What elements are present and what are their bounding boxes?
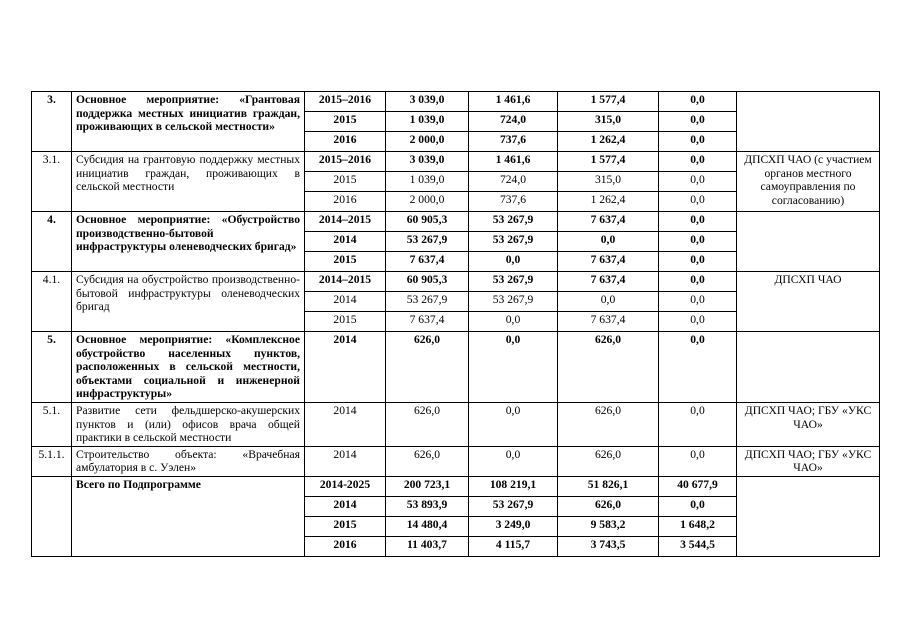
item-number: 5.1.1.: [32, 446, 72, 476]
source-3-cell: 0,0: [659, 496, 737, 516]
total-cell: 7 637,4: [386, 252, 469, 272]
source-1-cell: 724,0: [469, 172, 558, 192]
source-2-cell: 626,0: [558, 446, 659, 476]
source-3-cell: 0,0: [659, 402, 737, 446]
source-1-cell: 0,0: [469, 252, 558, 272]
item-name: Основное мероприятие: «Комплексное обустройство населенных пунктов, расположенных в сельской местности, объектами социальной и инженерной инфраструктуры»: [72, 332, 305, 403]
source-1-cell: 1 461,6: [469, 152, 558, 172]
item-number: 5.: [32, 332, 72, 403]
table-row: [32, 332, 880, 403]
source-1-cell: 53 267,9: [469, 212, 558, 232]
source-1-cell: 0,0: [469, 446, 558, 476]
source-3-cell: 0,0: [659, 152, 737, 172]
responsible-cell: [737, 92, 880, 152]
period-cell: 2015: [305, 252, 386, 272]
source-3-cell: 0,0: [659, 232, 737, 252]
source-1-cell: 53 267,9: [469, 292, 558, 312]
source-3-cell: 0,0: [659, 212, 737, 232]
period-cell: 2014: [305, 446, 386, 476]
period-cell: 2016: [305, 536, 386, 556]
item-name: Субсидия на грантовую поддержку местных инициатив граждан, проживающих в сельской местности: [72, 152, 305, 212]
item-number: 3.1.: [32, 152, 72, 212]
item-name: Субсидия на обустройство производственно-бытовой инфраструктуры оленеводческих бригад: [72, 272, 305, 332]
responsible-cell: [737, 212, 880, 272]
source-1-cell: 53 267,9: [469, 272, 558, 292]
total-cell: 3 039,0: [386, 152, 469, 172]
source-3-cell: 0,0: [659, 272, 737, 292]
source-1-cell: 737,6: [469, 132, 558, 152]
source-2-cell: 0,0: [558, 292, 659, 312]
total-cell: 1 039,0: [386, 112, 469, 132]
source-2-cell: 1 577,4: [558, 92, 659, 112]
source-2-cell: 626,0: [558, 496, 659, 516]
item-name: Основное мероприятие: «Грантовая поддержка местных инициатив граждан, проживающих в сельской местности»: [72, 92, 305, 152]
source-2-cell: 9 583,2: [558, 516, 659, 536]
responsible-cell: [737, 332, 880, 403]
period-cell: 2015: [305, 172, 386, 192]
table-row: [32, 152, 880, 172]
source-3-cell: 0,0: [659, 112, 737, 132]
source-3-cell: 0,0: [659, 92, 737, 112]
total-cell: 2 000,0: [386, 192, 469, 212]
period-cell: 2015–2016: [305, 92, 386, 112]
source-2-cell: 3 743,5: [558, 536, 659, 556]
item-number: 4.: [32, 212, 72, 272]
table-row: [32, 272, 880, 292]
period-cell: 2014: [305, 232, 386, 252]
source-1-cell: 0,0: [469, 332, 558, 403]
total-cell: 200 723,1: [386, 476, 469, 496]
total-cell: 626,0: [386, 402, 469, 446]
source-2-cell: 7 637,4: [558, 252, 659, 272]
responsible-cell: ДПСХП ЧАО; ГБУ «УКС ЧАО»: [737, 402, 880, 446]
responsible-cell: [737, 476, 880, 556]
source-1-cell: 53 267,9: [469, 232, 558, 252]
source-1-cell: 53 267,9: [469, 496, 558, 516]
source-3-cell: 0,0: [659, 252, 737, 272]
source-3-cell: 0,0: [659, 192, 737, 212]
source-2-cell: 626,0: [558, 402, 659, 446]
source-1-cell: 0,0: [469, 402, 558, 446]
source-2-cell: 1 262,4: [558, 132, 659, 152]
item-name: Всего по Подпрограмме: [72, 476, 305, 556]
source-3-cell: 0,0: [659, 332, 737, 403]
total-cell: 3 039,0: [386, 92, 469, 112]
item-name: Развитие сети фельдшерско-акушерских пунктов и (или) офисов врача общей практики в сельской местности: [72, 402, 305, 446]
source-1-cell: 4 115,7: [469, 536, 558, 556]
table-row: [32, 402, 880, 446]
source-2-cell: 0,0: [558, 232, 659, 252]
source-2-cell: 7 637,4: [558, 272, 659, 292]
total-cell: 626,0: [386, 446, 469, 476]
item-number: 4.1.: [32, 272, 72, 332]
total-cell: 60 905,3: [386, 272, 469, 292]
period-cell: 2014: [305, 332, 386, 403]
table-row: [32, 212, 880, 232]
table-row: [32, 476, 880, 496]
period-cell: 2014–2015: [305, 212, 386, 232]
source-3-cell: 0,0: [659, 172, 737, 192]
source-1-cell: 108 219,1: [469, 476, 558, 496]
source-2-cell: 1 577,4: [558, 152, 659, 172]
table-row: [32, 446, 880, 476]
source-2-cell: 626,0: [558, 332, 659, 403]
table-body: [32, 92, 880, 557]
source-2-cell: 315,0: [558, 172, 659, 192]
source-3-cell: 40 677,9: [659, 476, 737, 496]
source-3-cell: 0,0: [659, 292, 737, 312]
period-cell: 2015: [305, 312, 386, 332]
total-cell: 626,0: [386, 332, 469, 403]
item-name: Основное мероприятие: «Обустройство производственно-бытовой инфраструктуры оленеводческих бригад»: [72, 212, 305, 272]
total-cell: 2 000,0: [386, 132, 469, 152]
period-cell: 2015: [305, 516, 386, 536]
total-cell: 11 403,7: [386, 536, 469, 556]
period-cell: 2015: [305, 112, 386, 132]
source-3-cell: 0,0: [659, 132, 737, 152]
source-1-cell: 3 249,0: [469, 516, 558, 536]
source-3-cell: 0,0: [659, 446, 737, 476]
period-cell: 2016: [305, 132, 386, 152]
period-cell: 2014: [305, 402, 386, 446]
source-1-cell: 1 461,6: [469, 92, 558, 112]
period-cell: 2014-2025: [305, 476, 386, 496]
source-2-cell: 315,0: [558, 112, 659, 132]
total-cell: 53 267,9: [386, 232, 469, 252]
total-cell: 53 267,9: [386, 292, 469, 312]
source-2-cell: 7 637,4: [558, 212, 659, 232]
period-cell: 2014: [305, 292, 386, 312]
responsible-cell: ДПСХП ЧАО; ГБУ «УКС ЧАО»: [737, 446, 880, 476]
source-1-cell: 0,0: [469, 312, 558, 332]
source-3-cell: 1 648,2: [659, 516, 737, 536]
source-1-cell: 737,6: [469, 192, 558, 212]
period-cell: 2016: [305, 192, 386, 212]
responsible-cell: ДПСХП ЧАО: [737, 272, 880, 332]
table-row: [32, 92, 880, 112]
item-number: [32, 476, 72, 556]
source-3-cell: 0,0: [659, 312, 737, 332]
subprogram-budget-table: [31, 91, 880, 557]
total-cell: 7 637,4: [386, 312, 469, 332]
source-3-cell: 3 544,5: [659, 536, 737, 556]
item-number: 5.1.: [32, 402, 72, 446]
period-cell: 2015–2016: [305, 152, 386, 172]
source-1-cell: 724,0: [469, 112, 558, 132]
total-cell: 14 480,4: [386, 516, 469, 536]
source-2-cell: 1 262,4: [558, 192, 659, 212]
period-cell: 2014–2015: [305, 272, 386, 292]
total-cell: 1 039,0: [386, 172, 469, 192]
responsible-cell: ДПСХП ЧАО (с участием органов местного самоуправления по согласованию): [737, 152, 880, 212]
item-name: Строительство объекта: «Врачебная амбулатория в с. Уэлен»: [72, 446, 305, 476]
total-cell: 60 905,3: [386, 212, 469, 232]
total-cell: 53 893,9: [386, 496, 469, 516]
period-cell: 2014: [305, 496, 386, 516]
source-2-cell: 7 637,4: [558, 312, 659, 332]
source-2-cell: 51 826,1: [558, 476, 659, 496]
item-number: 3.: [32, 92, 72, 152]
